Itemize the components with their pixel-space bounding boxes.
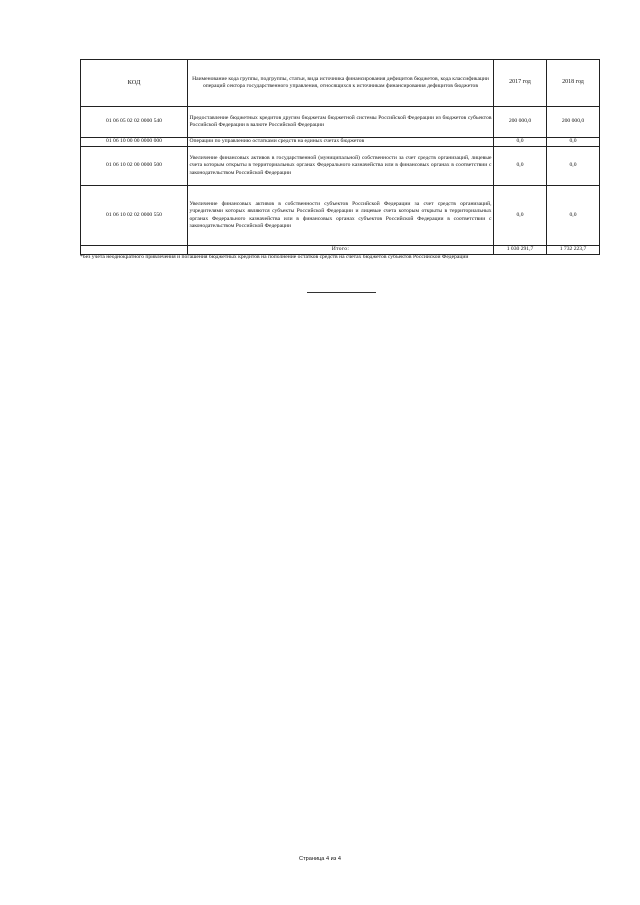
budget-sources-table <box>80 59 600 255</box>
row-value-2018: 0,0 <box>547 186 600 246</box>
row-code: 01 06 05 02 02 0000 540 <box>81 107 188 138</box>
row-code: 01 06 10 00 00 0000 000 <box>81 138 188 147</box>
row-code: 01 06 10 02 02 0000 550 <box>81 186 188 246</box>
row-value-2018: 0,0 <box>547 138 600 147</box>
row-name: Предоставление бюджетных кредитов другим бюджетам бюджетной системы Российской Федерации из бюджетов субъектов Российской Федерации в валюте Российской Федерации <box>188 107 494 138</box>
row-name: Увеличение финансовых активов в собственности субъектов Российской Федерации за счет средств организаций, учредителями которых являются субъекты Российской Федерации и лицевые счета которым открыты в территориальных органах Федерального казначейства или в финансовых органах субъектов Российской Федерации в соответствии с законодательством Российской Федерации <box>188 186 494 246</box>
row-value-2018: 0,0 <box>547 147 600 186</box>
table-header-row <box>81 60 600 107</box>
header-code: КОД <box>81 60 188 107</box>
total-label: Итого: <box>188 246 494 255</box>
total-value-2017: 1 030 291,7 <box>494 246 547 255</box>
separator-line <box>307 292 376 293</box>
table-row <box>81 186 600 246</box>
row-name: Операции по управлению остатками средств на единых счетах бюджетов <box>188 138 494 147</box>
table-row <box>81 107 600 138</box>
header-year-2017: 2017 год <box>494 60 547 107</box>
row-name: Увеличение финансовых активов в государственной (муниципальной) собственности за счет средств организаций, лицевые счета которым открыты в территориальных органах Федерального казначейства или в финансовых органах в соответствии с законодательством Российской Федерации <box>188 147 494 186</box>
row-value-2018: 200 000,0 <box>547 107 600 138</box>
footnote: *без учета неоднократного привлечения и погашения бюджетных кредитов на пополнение остатков средств на счетах бюджетов субъектов Российской Федерации <box>80 254 469 260</box>
row-value-2017: 0,0 <box>494 138 547 147</box>
row-value-2017: 200 000,0 <box>494 107 547 138</box>
page-number: Страница 4 из 4 <box>299 856 341 862</box>
table-row <box>81 147 600 186</box>
row-code: 01 06 10 02 00 0000 500 <box>81 147 188 186</box>
row-value-2017: 0,0 <box>494 186 547 246</box>
header-year-2018: 2018 год <box>547 60 600 107</box>
total-value-2018: 1 732 223,7 <box>547 246 600 255</box>
row-value-2017: 0,0 <box>494 147 547 186</box>
header-name: Наименование кода группы, подгруппы, статьи, вида источника финансирования дефицитов бюджетов, кода классификации операций сектора государственного управления, относящихся к источникам финансирования дефицитов бюджетов <box>188 60 494 107</box>
table-row <box>81 138 600 147</box>
